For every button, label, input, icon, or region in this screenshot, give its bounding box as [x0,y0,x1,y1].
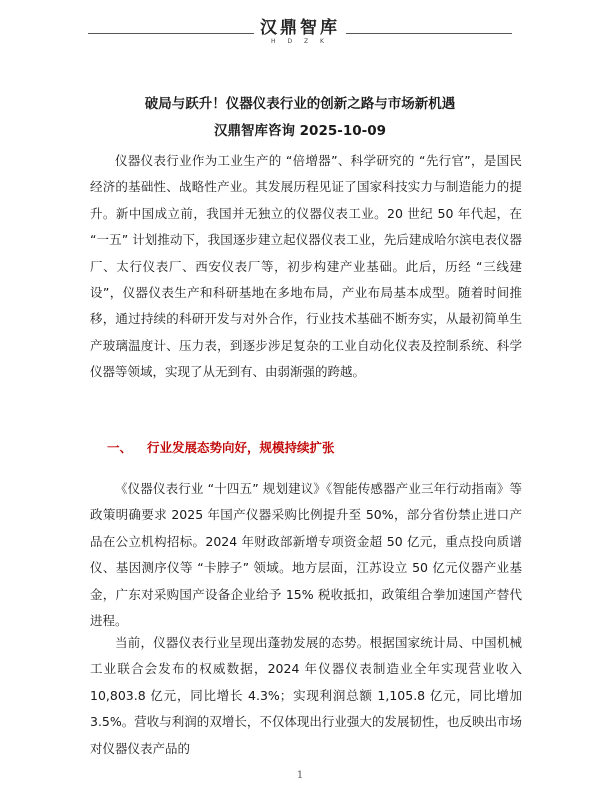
logo-subtext: H D Z K [271,38,329,45]
market-paragraph: 当前，仪器仪表行业呈现出蓬勃发展的态势。根据国家统计局、中国机械工业联合会发布的权威数据，2024 年仪器仪表制造业全年实现营业收入 10,803.8 亿元，同比增长 4.3%；实现利润总额 1,105.8 亿元，同比增加 3.5%。营收与利润的双增长，不仅体现出行业强大的发展韧性，也反映出市场对仪器仪表产品的 [90,635,522,756]
policy-paragraph: 《仪器仪表行业 “十四五” 规划建议》《智能传感器产业三年行动指南》等政策明确要求 2025 年国产仪器采购比例提升至 50%，部分省份禁止进口产品在公立机构招标。2024 年财政部新增专项资金超 50 亿元，重点投向质谱仪、基因测序仪等 “卡脖子” 领域。地方层面，江苏设立 50 亿元仪器产业基金，广东对采购国产设备企业给予 15% 税收抵扣，政策组合拳加速国产替代进程。 [90,481,522,629]
intro-paragraph: 仪器仪表行业作为工业生产的 “倍增器”、科学研究的 “先行官”，是国民经济的基础性、战略性产业。其发展历程见证了国家科技实力与制造能力的提升。新中国成立前，我国并无独立的仪器仪表工业。20 世纪 50 年代起，在 “一五” 计划推动下，我国逐步建立起仪器仪表工业，先后建成哈尔滨电表仪器厂、太行仪表厂、西安仪表厂等，初步构建产业基础。此后，历经 “三线建设”，仪器仪表生产和科研基地在多地布局，产业布局基本成型。随着时间推移，通过持续的科研开发与对外合作，行业技术基础不断夯实，从最初简单生产玻璃温度计、压力表，到逐步涉足复杂的工业自动化仪表及控制系统、科学仪器等领域，实现了从无到有、由弱渐强的跨越。 [90,153,522,380]
article-source-date: 汉鼎智库咨询 2025-10-09 [213,123,387,139]
section-number: 一、 [107,440,133,455]
section-heading-1 [107,438,335,456]
page-header [0,18,600,48]
article-title: 破局与跃升！仪器仪表行业的创新之路与市场新机遇 [144,96,456,112]
page-number: 1 [296,770,304,781]
logo-text: 汉鼎智库 [260,18,340,38]
header-rule-right [346,33,512,34]
logo [258,18,342,46]
header-rule-left [88,33,254,34]
section-title: 行业发展态势向好，规模持续扩张 [147,440,335,455]
